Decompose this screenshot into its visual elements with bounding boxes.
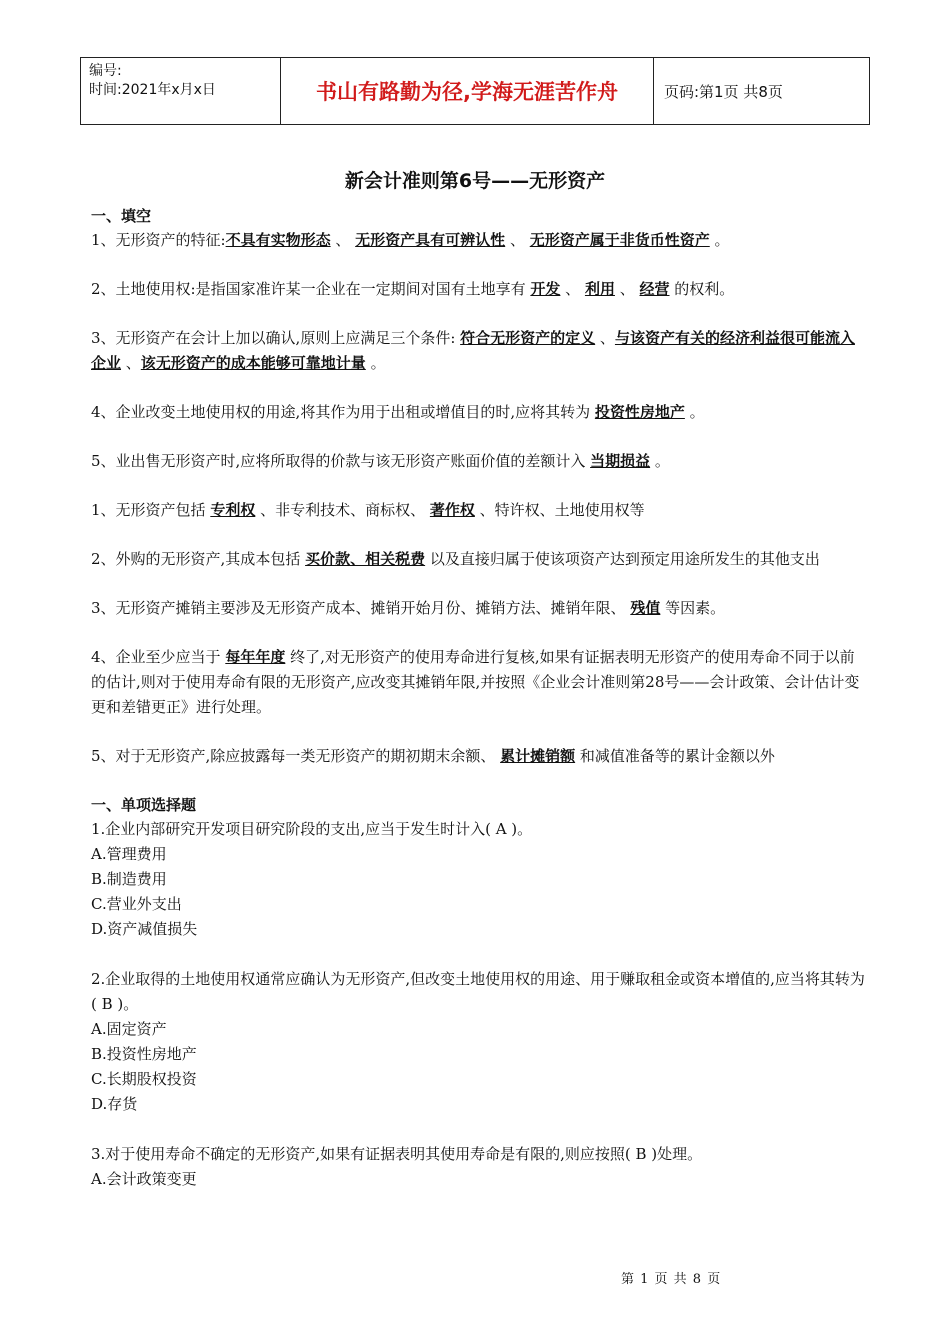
mc-question-text: 2.企业取得的土地使用权通常应确认为无形资产,但改变土地使用权的用途、用于赚取租金或资本增值的,应当将其转为( B )。: [91, 970, 865, 1013]
mc-option: C.营业外支出: [91, 895, 182, 913]
fill-section-heading: 一、填空: [91, 207, 152, 225]
answer-text: 该无形资产的成本能够可靠地计量: [140, 354, 366, 372]
question-text: 的权利。: [669, 280, 735, 298]
fill-question: [91, 277, 866, 302]
answer-text: 每年年度: [225, 648, 286, 666]
document-title: 新会计准则第6号——无形资产: [344, 170, 606, 192]
question-text: 2、外购的无形资产,其成本包括: [91, 550, 306, 568]
question-text: 1、无形资产包括: [91, 501, 211, 519]
mc-option: A.固定资产: [91, 1020, 167, 1038]
fill-question: [91, 449, 866, 474]
question-text: 和减值准备等的累计金额以外: [575, 747, 775, 765]
mc-question: [91, 967, 866, 1117]
mc-option: D.资产减值损失: [91, 920, 198, 938]
header-meta-cell: [81, 58, 281, 124]
fill-question: [91, 596, 866, 621]
question-text: 1、无形资产的特征:: [91, 231, 226, 249]
question-text: 。: [684, 403, 705, 421]
mc-question: [91, 1142, 866, 1192]
fill-question: [91, 326, 866, 376]
answer-text: 与该资产有关的经济利益很可能流入企业: [91, 329, 855, 372]
answer-text: 利用: [584, 280, 615, 298]
question-text: 。: [709, 231, 730, 249]
answer-text: 开发: [530, 280, 561, 298]
mc-question-text: 3.对于使用寿命不确定的无形资产,如果有证据表明其使用寿命是有限的,则应按照( B )处理。: [91, 1145, 703, 1163]
mc-question-text: 1.企业内部研究开发项目研究阶段的支出,应当于发生时计入( A )。: [91, 820, 533, 838]
header-table: [80, 57, 870, 125]
question-text: 4、企业至少应当于: [91, 648, 226, 666]
mc-section-heading: 一、单项选择题: [91, 796, 197, 814]
question-text: 等因素。: [660, 599, 726, 617]
question-text: 3、无形资产摊销主要涉及无形资产成本、摊销开始月份、摊销方法、摊销年限、: [91, 599, 631, 617]
question-text: 、: [505, 231, 530, 249]
multiple-choice-list: [91, 817, 866, 1192]
document-body: [91, 204, 866, 1217]
answer-text: 无形资产具有可辨认性: [355, 231, 506, 249]
question-text: 、: [560, 280, 585, 298]
mc-question: [91, 817, 866, 942]
mc-option: A.管理费用: [91, 845, 167, 863]
question-text: 。: [650, 452, 670, 470]
fill-question: [91, 645, 866, 720]
answer-text: 无形资产属于非货币性资产: [529, 231, 710, 249]
question-text: 、: [121, 354, 141, 372]
answer-text: 符合无形资产的定义: [460, 329, 596, 347]
fill-question: [91, 498, 866, 523]
question-text: 、特许权、土地使用权等: [474, 501, 645, 519]
answer-text: 当期损益: [590, 452, 651, 470]
mc-option: B.制造费用: [91, 870, 167, 888]
mc-option: B.投资性房地产: [91, 1045, 197, 1063]
answer-text: 不具有实物形态: [225, 231, 331, 249]
number-label: 编号:: [89, 63, 122, 79]
question-text: 、非专利技术、商标权、: [255, 501, 430, 519]
header-motto: 书山有路勤为径,学海无涯苦作舟: [281, 58, 654, 124]
fill-blank-list: [91, 228, 866, 769]
answer-text: 残值: [630, 599, 661, 617]
question-text: 、: [330, 231, 356, 249]
question-text: 5、业出售无形资产时,应将所取得的价款与该无形资产账面价值的差额计入: [91, 452, 591, 470]
question-text: 以及直接归属于使该项资产达到预定用途所发生的其他支出: [425, 550, 820, 568]
question-text: 2、土地使用权:是指国家准许某一企业在一定期间对国有土地享有: [91, 280, 531, 298]
answer-text: 专利权: [210, 501, 256, 519]
mc-option: D.存货: [91, 1095, 138, 1113]
answer-text: 投资性房地产: [594, 403, 685, 421]
answer-text: 买价款、相关税费: [305, 550, 426, 568]
question-text: 、: [614, 280, 640, 298]
answer-text: 经营: [639, 280, 670, 298]
answer-text: 累计摊销额: [500, 747, 576, 765]
fill-question: [91, 547, 866, 572]
question-text: 、: [595, 329, 615, 347]
question-text: 。: [365, 354, 386, 372]
fill-question: [91, 228, 866, 253]
question-text: 3、无形资产在会计上加以确认,原则上应满足三个条件:: [91, 329, 461, 347]
question-text: 终了,对无形资产的使用寿命进行复核,如果有证据表明无形资产的使用寿命不同于以前的估计,则对于使用寿命有限的无形资产,应改变其摊销年限,并按照《企业会计准则第28号——会计政策、会计估计变更和差错更正》进行处理。: [91, 648, 860, 716]
question-text: 4、企业改变土地使用权的用途,将其作为用于出租或增值目的时,应将其转为: [91, 403, 595, 421]
time-label: 时间:2021年x月x日: [89, 82, 216, 98]
page-footer: 第 1 页 共 8 页: [621, 1272, 722, 1287]
answer-text: 著作权: [429, 501, 475, 519]
fill-question: [91, 744, 866, 769]
fill-question: [91, 400, 866, 425]
question-text: 5、对于无形资产,除应披露每一类无形资产的期初期末余额、: [91, 747, 501, 765]
header-page-info: 页码:第1页 共8页: [664, 82, 783, 101]
mc-option: C.长期股权投资: [91, 1070, 197, 1088]
mc-option: A.会计政策变更: [91, 1170, 197, 1188]
